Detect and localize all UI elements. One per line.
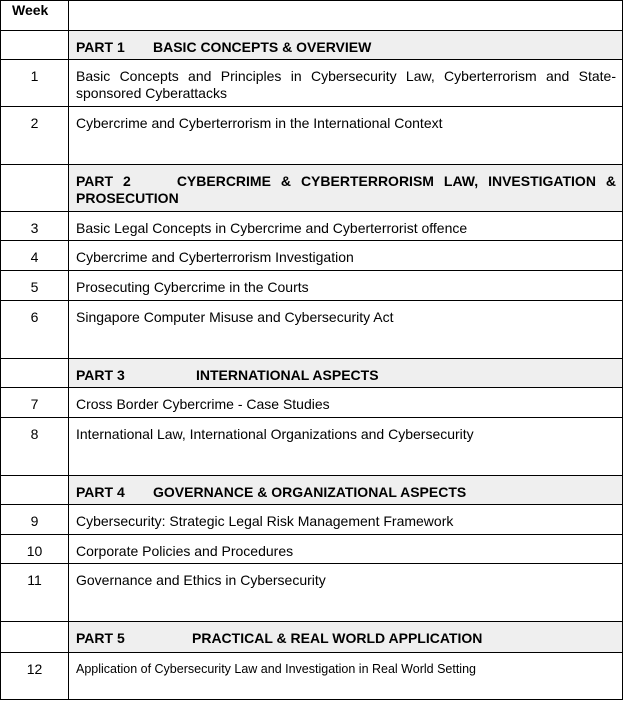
topic-column-header	[69, 1, 623, 31]
week-number: 5	[1, 271, 69, 301]
table-row	[1, 271, 623, 301]
part-row	[1, 476, 623, 505]
part-title: BASIC CONCEPTS & OVERVIEW	[153, 39, 372, 55]
week-number: 8	[1, 418, 69, 476]
table-row	[1, 418, 623, 476]
week-number: 10	[1, 535, 69, 564]
topic-text: Cybercrime and Cyberterrorism in the International Context	[69, 107, 623, 165]
week-cell-empty	[1, 622, 69, 653]
week-number: 11	[1, 564, 69, 622]
table-header-row	[1, 1, 623, 31]
topic-text: Cybersecurity: Strategic Legal Risk Management Framework	[69, 505, 623, 535]
week-cell-empty	[1, 165, 69, 212]
part-row	[1, 165, 623, 212]
topic-text: Singapore Computer Misuse and Cybersecurity Act	[69, 301, 623, 359]
table-row	[1, 241, 623, 271]
part-row	[1, 622, 623, 653]
week-column-header: Week	[1, 1, 69, 31]
table-row	[1, 653, 623, 700]
part-heading	[69, 359, 623, 388]
table-row	[1, 212, 623, 241]
part-title: PRACTICAL & REAL WORLD APPLICATION	[192, 630, 483, 646]
part-title: CYBERCRIME & CYBERTERRORISM LAW, INVESTIGATION & PROSECUTION	[76, 173, 616, 206]
week-number: 12	[1, 653, 69, 700]
part-row	[1, 359, 623, 388]
topic-text: Basic Concepts and Principles in Cybersecurity Law, Cyberterrorism and State-sponsored Cyberattacks	[69, 60, 623, 107]
topic-text: Prosecuting Cybercrime in the Courts	[69, 271, 623, 301]
topic-text: Governance and Ethics in Cybersecurity	[69, 564, 623, 622]
week-number: 2	[1, 107, 69, 165]
week-number: 7	[1, 388, 69, 418]
week-number: 9	[1, 505, 69, 535]
part-heading	[69, 476, 623, 505]
week-number: 6	[1, 301, 69, 359]
part-number: PART 4	[76, 484, 125, 500]
week-number: 1	[1, 60, 69, 107]
table-row	[1, 535, 623, 564]
table-row	[1, 60, 623, 107]
part-heading	[69, 165, 623, 212]
part-number: PART 3	[76, 367, 125, 383]
topic-text: Corporate Policies and Procedures	[69, 535, 623, 564]
topic-text: Cybercrime and Cyberterrorism Investigation	[69, 241, 623, 271]
week-cell-empty	[1, 476, 69, 505]
table-row	[1, 388, 623, 418]
part-title: INTERNATIONAL ASPECTS	[196, 367, 379, 383]
table-row	[1, 505, 623, 535]
week-cell-empty	[1, 31, 69, 60]
part-row	[1, 31, 623, 60]
part-heading	[69, 31, 623, 60]
part-number: PART 1	[76, 39, 125, 55]
topic-text: Basic Legal Concepts in Cybercrime and Cyberterrorist offence	[69, 212, 623, 241]
part-number: PART 5	[76, 630, 125, 646]
table-row	[1, 107, 623, 165]
table-row	[1, 564, 623, 622]
part-title: GOVERNANCE & ORGANIZATIONAL ASPECTS	[153, 484, 467, 500]
week-number: 3	[1, 212, 69, 241]
topic-text: Application of Cybersecurity Law and Investigation in Real World Setting	[69, 653, 623, 700]
topic-text: Cross Border Cybercrime - Case Studies	[69, 388, 623, 418]
part-heading	[69, 622, 623, 653]
table-row	[1, 301, 623, 359]
week-number: 4	[1, 241, 69, 271]
topic-text: International Law, International Organizations and Cybersecurity	[69, 418, 623, 476]
part-number: PART 2	[76, 173, 131, 189]
week-cell-empty	[1, 359, 69, 388]
